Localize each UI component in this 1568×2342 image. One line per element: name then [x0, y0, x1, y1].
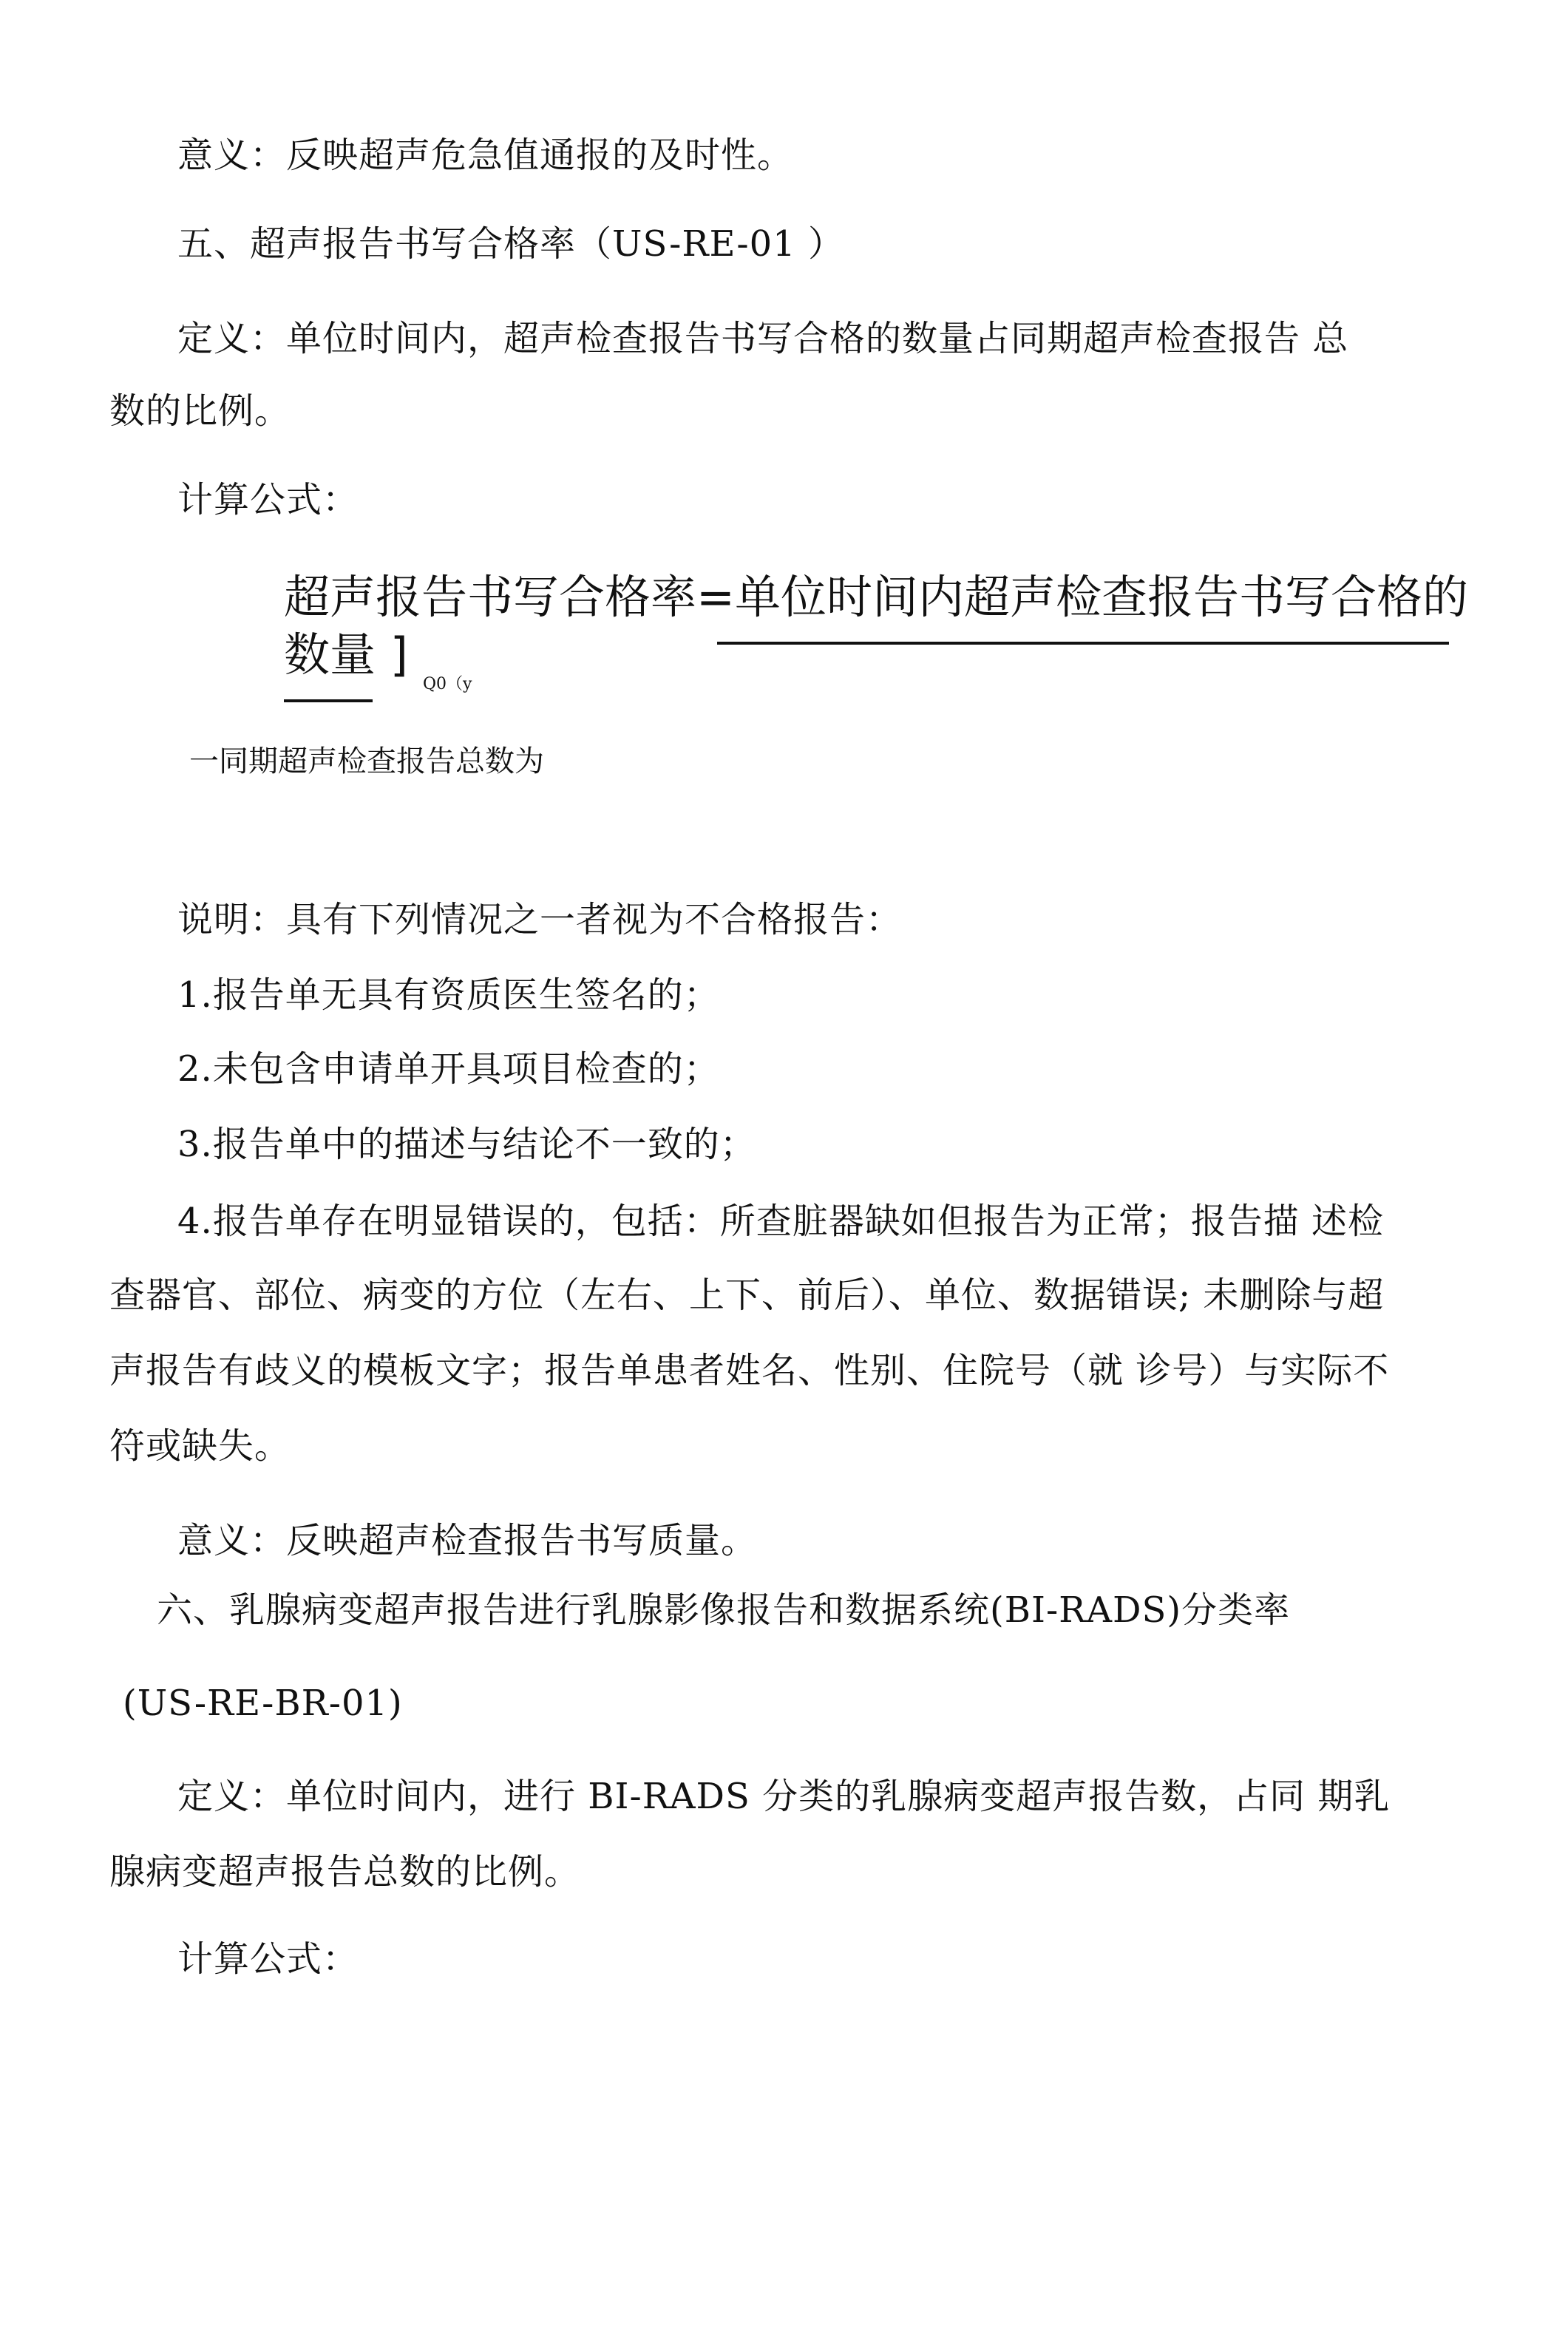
prev-section-meaning: 意义：反映超声危急值通报的及时性。 — [177, 135, 794, 176]
section5-definition-line2: 数的比例。 — [109, 390, 291, 432]
section6-definition-line2: 腺病变超声报告总数的比例。 — [109, 1851, 581, 1893]
section5-definition-line1: 定义：单位时间内，超声检查报告书写合格的数量占同期超声检查报告 总 — [177, 318, 1349, 359]
section5-formula-label: 计算公式： — [177, 479, 359, 520]
note-item-4-line4: 符或缺失。 — [109, 1425, 291, 1467]
fraction-bar — [717, 642, 1449, 645]
note-item-4-line3: 声报告有歧义的模板文字；报告单患者姓名、性别、住院号（就 诊号）与实际不 — [109, 1350, 1390, 1391]
note-item-2: 2.未包含申请单开具项目检查的； — [177, 1048, 720, 1090]
note-item-4-line1: 4.报告单存在明显错误的，包括：所查脏器缺如但报告为正常；报告描 述检 — [177, 1201, 1385, 1242]
formula-numerator-line1: 超声报告书写合格率=单位时间内超声检查报告书写合格的 — [284, 570, 1468, 624]
formula-suffix: Q0（y — [423, 675, 472, 693]
section6-heading-line2: (US-RE-BR-01) — [123, 1683, 403, 1724]
section5-meaning: 意义：反映超声检查报告书写质量。 — [177, 1520, 758, 1561]
section6-formula-label: 计算公式： — [177, 1938, 359, 1980]
note-intro: 说明：具有下列情况之一者视为不合格报告： — [177, 899, 903, 940]
fraction-bar-short — [284, 699, 373, 702]
note-item-3: 3.报告单中的描述与结论不一致的； — [177, 1124, 756, 1165]
section5-heading: 五、超声报告书写合格率（US-RE-01 ） — [177, 223, 844, 265]
note-item-4-line2: 查器官、部位、病变的方位（左右、上下、前后）、单位、数据错误; 未删除与超 — [109, 1274, 1385, 1316]
section6-heading-line1: 六、乳腺病变超声报告进行乳腺影像报告和数据系统(BI-RADS)分类率 — [157, 1589, 1291, 1631]
note-item-1: 1.报告单无具有资质医生签名的； — [177, 974, 720, 1016]
formula-numerator-line2: 数量 ] — [284, 628, 408, 682]
formula-denominator: 一同期超声检查报告总数为 — [189, 744, 544, 778]
section6-definition-line1: 定义：单位时间内，进行 BI-RADS 分类的乳腺病变超声报告数，占同 期乳 — [177, 1776, 1391, 1817]
